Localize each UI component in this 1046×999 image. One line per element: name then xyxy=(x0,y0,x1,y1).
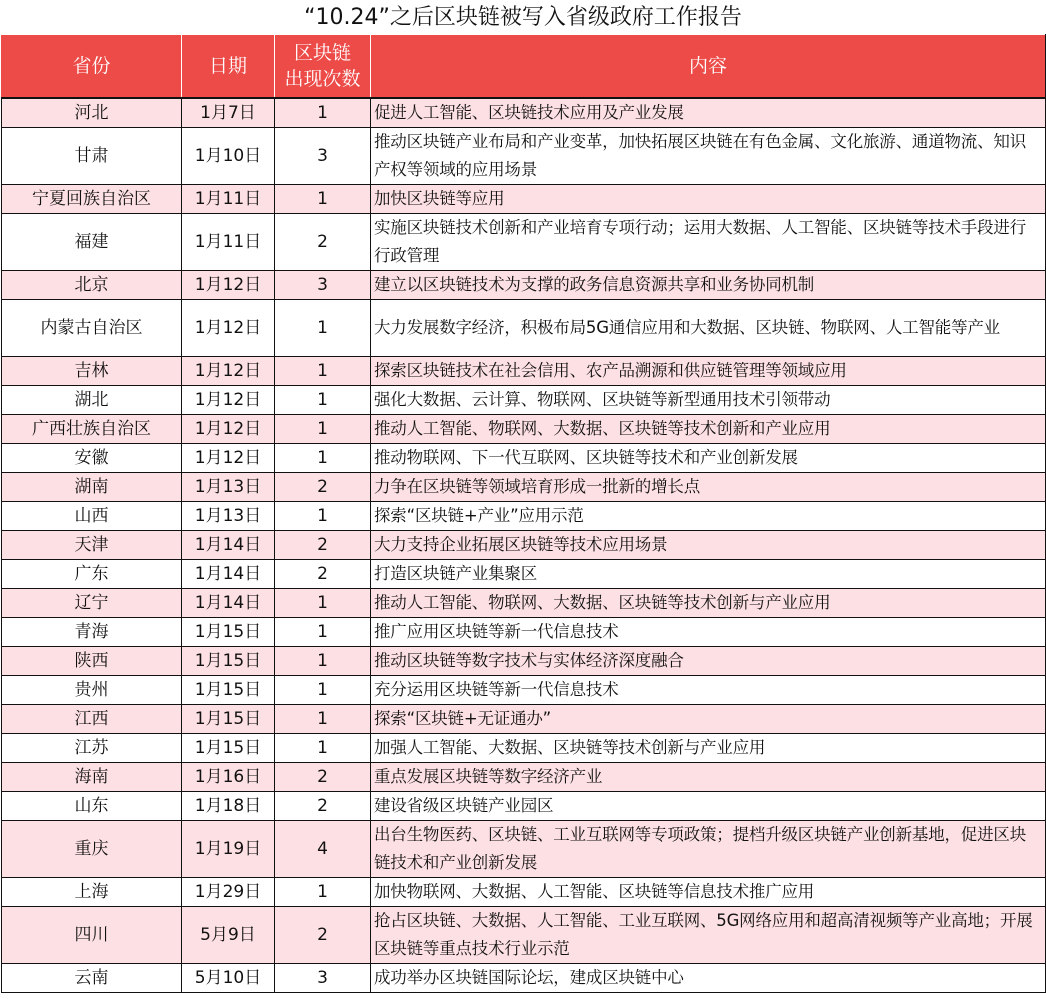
cell-count: 1 xyxy=(275,589,371,618)
cell-province: 重庆 xyxy=(2,821,182,878)
cell-province: 上海 xyxy=(2,878,182,907)
cell-date: 1月12日 xyxy=(182,357,275,386)
cell-content: 推动区块链产业布局和产业变革，加快拓展区块链在有色金属、文化旅游、通道物流、知识产权等领域的应用场景 xyxy=(371,128,1046,185)
table-header-row xyxy=(2,35,1046,99)
cell-date: 1月11日 xyxy=(182,185,275,214)
table-row xyxy=(2,271,1046,300)
cell-date: 1月14日 xyxy=(182,531,275,560)
table-row xyxy=(2,821,1046,878)
table-row xyxy=(2,763,1046,792)
cell-date: 1月12日 xyxy=(182,300,275,357)
cell-count: 2 xyxy=(275,560,371,589)
cell-count: 1 xyxy=(275,676,371,705)
cell-content: 建设省级区块链产业园区 xyxy=(371,792,1046,821)
table-row xyxy=(2,907,1046,964)
cell-province: 陕西 xyxy=(2,647,182,676)
cell-count: 1 xyxy=(275,357,371,386)
table-row xyxy=(2,185,1046,214)
cell-count: 1 xyxy=(275,734,371,763)
cell-province: 辽宁 xyxy=(2,589,182,618)
cell-date: 1月15日 xyxy=(182,676,275,705)
cell-date: 1月18日 xyxy=(182,792,275,821)
table-row xyxy=(2,964,1046,993)
cell-content: 探索“区块链+无证通办” xyxy=(371,705,1046,734)
table-row xyxy=(2,705,1046,734)
cell-count: 1 xyxy=(275,386,371,415)
cell-province: 河北 xyxy=(2,98,182,128)
cell-content: 强化大数据、云计算、物联网、区块链等新型通用技术引领带动 xyxy=(371,386,1046,415)
cell-date: 1月14日 xyxy=(182,560,275,589)
table-row xyxy=(2,300,1046,357)
table-row xyxy=(2,531,1046,560)
cell-province: 安徽 xyxy=(2,444,182,473)
cell-content: 探索区块链技术在社会信用、农产品溯源和供应链管理等领域应用 xyxy=(371,357,1046,386)
cell-count: 3 xyxy=(275,964,371,993)
cell-content: 推动物联网、下一代互联网、区块链等技术和产业创新发展 xyxy=(371,444,1046,473)
cell-province: 内蒙古自治区 xyxy=(2,300,182,357)
cell-count: 1 xyxy=(275,705,371,734)
cell-province: 湖北 xyxy=(2,386,182,415)
cell-content: 重点发展区块链等数字经济产业 xyxy=(371,763,1046,792)
cell-date: 1月16日 xyxy=(182,763,275,792)
cell-province: 云南 xyxy=(2,964,182,993)
header-count-line1: 区块链 xyxy=(293,42,351,64)
table-row xyxy=(2,560,1046,589)
table-row xyxy=(2,647,1046,676)
table-row xyxy=(2,386,1046,415)
cell-content: 加快区块链等应用 xyxy=(371,185,1046,214)
table-row xyxy=(2,98,1046,128)
cell-count: 1 xyxy=(275,185,371,214)
cell-content: 出台生物医药、区块链、工业互联网等专项政策；提档升级区块链产业创新基地，促进区块链技术和产业创新发展 xyxy=(371,821,1046,878)
cell-count: 3 xyxy=(275,271,371,300)
table-row xyxy=(2,589,1046,618)
cell-date: 1月15日 xyxy=(182,647,275,676)
cell-content: 推动人工智能、物联网、大数据、区块链等技术创新与产业应用 xyxy=(371,589,1046,618)
table-row xyxy=(2,502,1046,531)
cell-date: 1月7日 xyxy=(182,98,275,128)
table-row xyxy=(2,676,1046,705)
table-row xyxy=(2,128,1046,185)
provinces-table xyxy=(1,34,1046,993)
cell-count: 1 xyxy=(275,502,371,531)
cell-date: 1月11日 xyxy=(182,214,275,271)
cell-count: 1 xyxy=(275,415,371,444)
cell-count: 1 xyxy=(275,647,371,676)
cell-province: 吉林 xyxy=(2,357,182,386)
header-province: 省份 xyxy=(2,35,182,99)
cell-province: 江苏 xyxy=(2,734,182,763)
table-row xyxy=(2,444,1046,473)
cell-date: 1月29日 xyxy=(182,878,275,907)
cell-content: 推动人工智能、物联网、大数据、区块链等技术创新和产业应用 xyxy=(371,415,1046,444)
cell-content: 成功举办区块链国际论坛，建成区块链中心 xyxy=(371,964,1046,993)
cell-province: 江西 xyxy=(2,705,182,734)
cell-count: 1 xyxy=(275,618,371,647)
cell-date: 5月9日 xyxy=(182,907,275,964)
cell-content: 大力支持企业拓展区块链等技术应用场景 xyxy=(371,531,1046,560)
cell-province: 广东 xyxy=(2,560,182,589)
cell-count: 2 xyxy=(275,473,371,502)
cell-date: 1月14日 xyxy=(182,589,275,618)
cell-count: 1 xyxy=(275,878,371,907)
cell-count: 2 xyxy=(275,531,371,560)
cell-content: 实施区块链技术创新和产业培育专项行动；运用大数据、人工智能、区块链等技术手段进行行政管理 xyxy=(371,214,1046,271)
cell-province: 海南 xyxy=(2,763,182,792)
cell-content: 大力发展数字经济，积极布局5G通信应用和大数据、区块链、物联网、人工智能等产业 xyxy=(371,300,1046,357)
table-row xyxy=(2,473,1046,502)
cell-content: 打造区块链产业集聚区 xyxy=(371,560,1046,589)
cell-count: 2 xyxy=(275,907,371,964)
cell-content: 推广应用区块链等新一代信息技术 xyxy=(371,618,1046,647)
cell-count: 2 xyxy=(275,792,371,821)
cell-count: 1 xyxy=(275,98,371,128)
cell-province: 北京 xyxy=(2,271,182,300)
cell-date: 1月13日 xyxy=(182,473,275,502)
cell-content: 推动区块链等数字技术与实体经济深度融合 xyxy=(371,647,1046,676)
cell-province: 福建 xyxy=(2,214,182,271)
cell-date: 1月15日 xyxy=(182,618,275,647)
cell-province: 天津 xyxy=(2,531,182,560)
cell-date: 1月15日 xyxy=(182,705,275,734)
table-row xyxy=(2,415,1046,444)
table-row xyxy=(2,618,1046,647)
cell-count: 4 xyxy=(275,821,371,878)
cell-content: 加快物联网、大数据、人工智能、区块链等信息技术推广应用 xyxy=(371,878,1046,907)
cell-count: 3 xyxy=(275,128,371,185)
cell-province: 青海 xyxy=(2,618,182,647)
cell-date: 1月12日 xyxy=(182,415,275,444)
cell-date: 1月19日 xyxy=(182,821,275,878)
cell-province: 四川 xyxy=(2,907,182,964)
cell-province: 甘肃 xyxy=(2,128,182,185)
table-row xyxy=(2,214,1046,271)
table-row xyxy=(2,792,1046,821)
cell-province: 广西壮族自治区 xyxy=(2,415,182,444)
header-date: 日期 xyxy=(182,35,275,99)
header-count-line2: 出现次数 xyxy=(284,68,361,90)
cell-date: 1月13日 xyxy=(182,502,275,531)
cell-content: 探索“区块链+产业”应用示范 xyxy=(371,502,1046,531)
cell-content: 加强人工智能、大数据、区块链等技术创新与产业应用 xyxy=(371,734,1046,763)
cell-province: 山西 xyxy=(2,502,182,531)
cell-province: 山东 xyxy=(2,792,182,821)
cell-content: 力争在区块链等领域培育形成一批新的增长点 xyxy=(371,473,1046,502)
cell-content: 抢占区块链、大数据、人工智能、工业互联网、5G网络应用和超高清视频等产业高地；开展区块链等重点技术行业示范 xyxy=(371,907,1046,964)
header-content: 内容 xyxy=(371,35,1046,99)
cell-province: 宁夏回族自治区 xyxy=(2,185,182,214)
cell-count: 2 xyxy=(275,763,371,792)
cell-content: 建立以区块链技术为支撑的政务信息资源共享和业务协同机制 xyxy=(371,271,1046,300)
cell-date: 1月12日 xyxy=(182,444,275,473)
cell-province: 湖南 xyxy=(2,473,182,502)
cell-province: 贵州 xyxy=(2,676,182,705)
cell-count: 1 xyxy=(275,300,371,357)
cell-content: 促进人工智能、区块链技术应用及产业发展 xyxy=(371,98,1046,128)
cell-date: 1月12日 xyxy=(182,386,275,415)
table-row xyxy=(2,878,1046,907)
cell-date: 5月10日 xyxy=(182,964,275,993)
table-row xyxy=(2,734,1046,763)
cell-content: 充分运用区块链等新一代信息技术 xyxy=(371,676,1046,705)
header-count xyxy=(275,35,371,99)
page-title: “10.24”之后区块链被写入省级政府工作报告 xyxy=(304,5,742,30)
cell-date: 1月12日 xyxy=(182,271,275,300)
cell-date: 1月15日 xyxy=(182,734,275,763)
cell-count: 1 xyxy=(275,444,371,473)
cell-date: 1月10日 xyxy=(182,128,275,185)
table-row xyxy=(2,357,1046,386)
cell-count: 2 xyxy=(275,214,371,271)
